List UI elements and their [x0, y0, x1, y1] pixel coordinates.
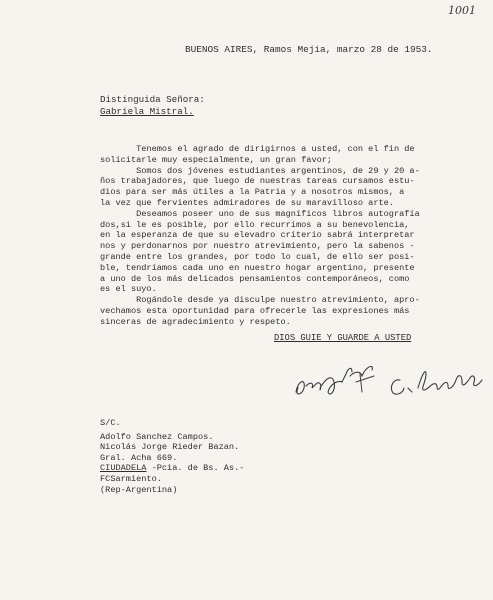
salutation: Distinguida Señora: [100, 94, 205, 105]
body-line: ños trabajadores, que luego de nuestras tareas cursamos estu- [100, 176, 415, 187]
sender-province: -Pcia. de Bs. As.- [146, 463, 245, 474]
body-line: grande entre los grandes, por todo lo cual, de ello ser posi- [100, 251, 415, 262]
sender-prefix: S/C. [100, 418, 121, 428]
closing-blessing: DIOS GUIE Y GUARDE A USTED [274, 333, 412, 343]
body-line: dios para ser más útiles a la Patria y a nosotros mismos, a [100, 187, 405, 198]
body-line: Somos dos jóvenes estudiantes argentinos, de 29 y 20 a- [100, 165, 420, 176]
sender-name-1: Adolfo Sanchez Campos. [100, 431, 214, 442]
body-line: Rogándole desde ya disculpe nuestro atrevimiento, apro- [100, 295, 420, 306]
signature-rieder [386, 352, 486, 412]
body-line: solicitarle muy especialmente, un gran favor; [100, 154, 333, 165]
body-line: es el suyo. [100, 284, 157, 295]
body-line: la vez que fervientes admiradores de su maravilloso arte. [100, 197, 394, 208]
place-date: BUENOS AIRES, Ramos Mejia, marzo 28 de 1953. [185, 44, 433, 55]
letter-body [100, 144, 470, 328]
sender-country: (Rep-Argentina) [100, 484, 178, 495]
recipient-name: Gabriela Mistral. [100, 106, 194, 117]
sender-street: Gral. Acha 669. [100, 452, 178, 463]
body-line: a uno de los más delicados pensamientos contemporáneos, como [100, 273, 410, 284]
body-line: nos y perdonarnos por nuestro atrevimiento, pero la sabenos - [100, 241, 415, 252]
body-line: Tenemos el agrado de dirigirnos a usted, con el fin de [100, 144, 415, 154]
sender-city: CIUDADELA [100, 463, 147, 474]
body-line: Deseamos poseer uno de sus magníficos libros autografía [100, 208, 420, 219]
body-line: ble, tendríamos cada uno en nuestro hogar argentino, presente [100, 262, 415, 273]
sender-city-line [100, 463, 244, 474]
sender-railway: FCSarmiento. [100, 473, 162, 484]
sender-name-2: Nicolás Jorge Rieder Bazan. [100, 442, 240, 453]
body-line: vechamos esta oportunidad para ofrecerle las expresiones más [100, 305, 410, 316]
body-line: sinceras de agradecimiento y respeto. [100, 316, 291, 327]
sender-address [100, 418, 244, 495]
archive-number: 1001 [448, 4, 476, 17]
body-line: en la esperanza de que su elevadro criterio sabrá interpretar [100, 230, 415, 241]
signature-sanchez [290, 352, 385, 412]
body-line: dos,si le es posible, por ello recurrimos a su benevolencia, [100, 219, 410, 230]
